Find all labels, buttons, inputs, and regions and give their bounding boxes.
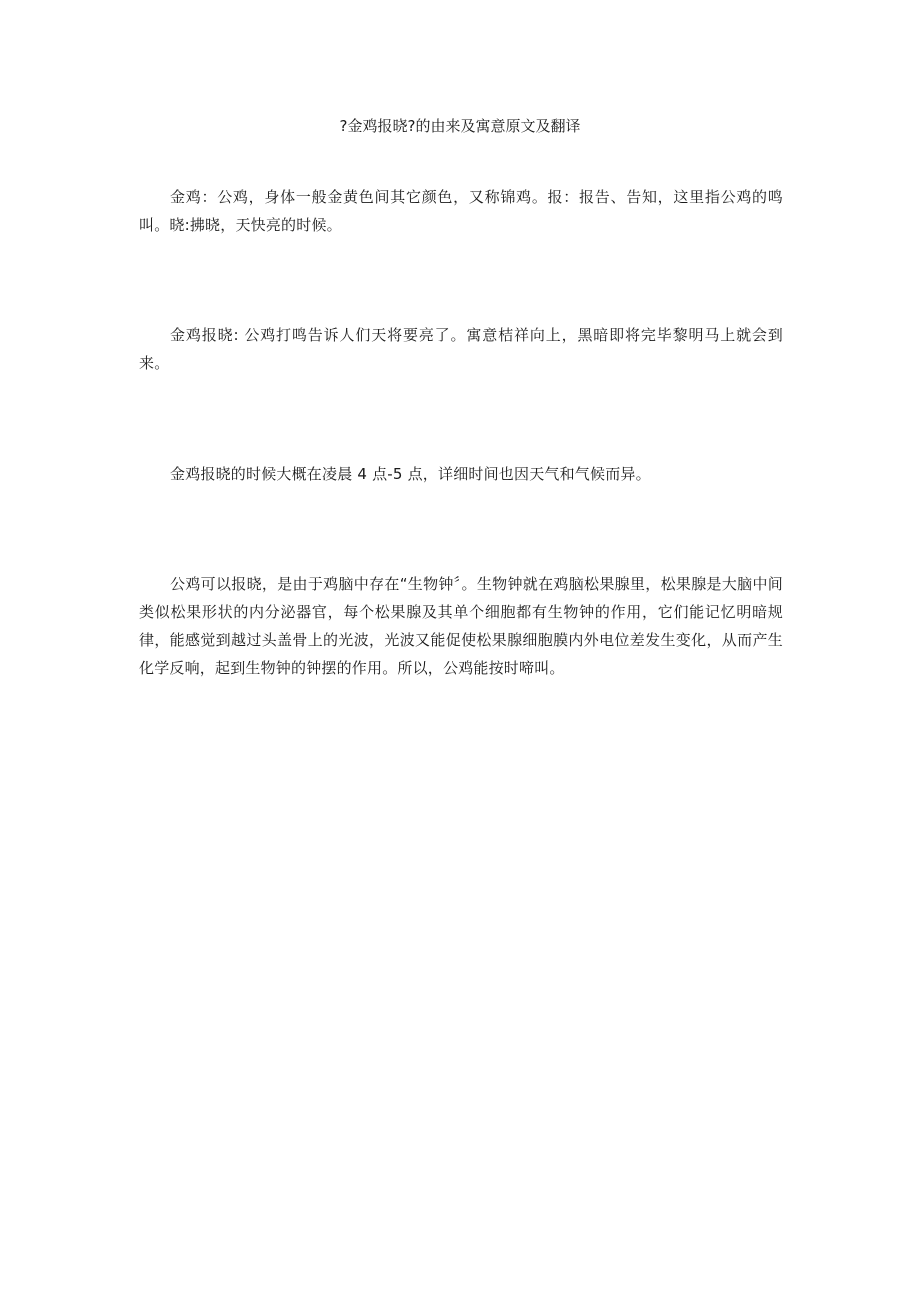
paragraph-definition: 金鸡：公鸡，身体一般金黄色间其它颜色，又称锦鸡。报：报告、告知，这里指公鸡的鸣叫。晓:拂晓，天快亮的时候。 xyxy=(139,188,783,234)
paragraph-biological-clock: 公鸡可以报晓，是由于鸡脑中存在“生物钟〞。生物钟就在鸡脑松果腺里，松果腺是大脑中间类似松果形状的内分泌器官，每个松果腺及其单个细胞都有生物钟的作用，它们能记忆明暗规律，能感觉到越过头盖骨上的光波，光波又能促使松果腺细胞膜内外电位差发生变化，从而产生化学反响，起到生物钟的钟摆的作用。所以，公鸡能按时啼叫。 xyxy=(139,575,783,677)
document-title: ?金鸡报晓?的由来及寓意原文及翻译 xyxy=(339,117,581,135)
paragraph-time: 金鸡报晓的时候大概在凌晨 4 点-5 点，详细时间也因天气和气候而异。 xyxy=(170,465,651,483)
paragraph-meaning: 金鸡报晓: 公鸡打鸣告诉人们天将要亮了。寓意桔祥向上，黑暗即将完毕黎明马上就会到来。 xyxy=(139,326,783,372)
